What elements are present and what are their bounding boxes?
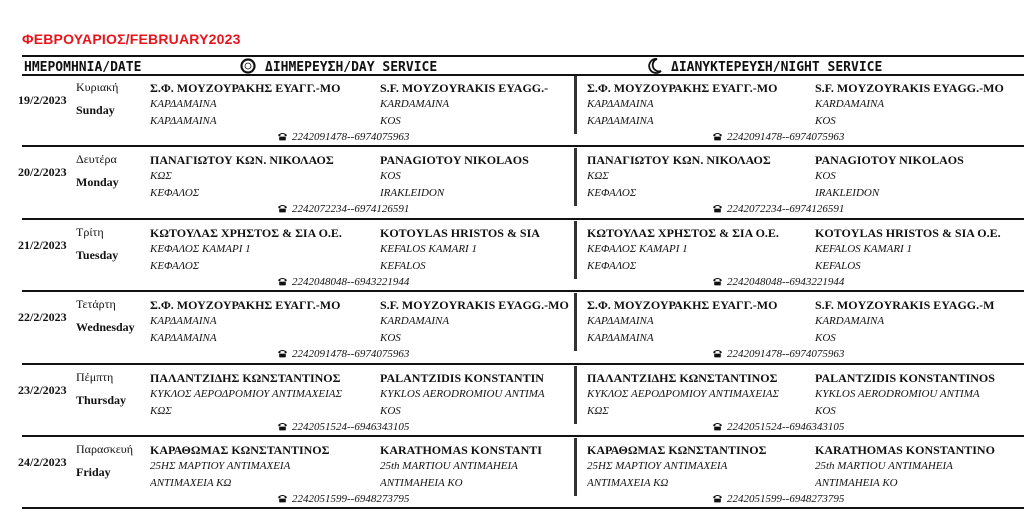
- day-phone-number: 2242051524--6946343105: [292, 420, 410, 433]
- night-address-english: KOS: [815, 170, 836, 183]
- row-date: 19/2/2023: [18, 93, 67, 107]
- day-phone-number: 2242072234--6974126591: [292, 203, 410, 216]
- day-address-english: 25th MARTIOU ANTIMAHEIA: [380, 460, 518, 472]
- day-pharmacy-name-greek: Σ.Φ. ΜΟΥΖΟΥΡΑΚΗΣ ΕΥΑΓΓ.-ΜΟ: [150, 81, 341, 95]
- row-date: 24/2/2023: [18, 455, 67, 469]
- night-phone: [712, 493, 844, 505]
- night-pharmacy-name-greek: ΚΩΤΟΥΛΑΣ ΧΡΗΣΤΟΣ & ΣΙΑ Ο.Ε.: [587, 225, 779, 240]
- phone-icon: [712, 131, 725, 143]
- night-city-english: IRAKLEIDON: [815, 187, 880, 200]
- row-day-greek: Τετάρτη: [76, 297, 116, 312]
- night-phone: [712, 421, 844, 433]
- row-day-english: Friday: [76, 465, 111, 479]
- day-city-english: KOS: [380, 332, 401, 345]
- night-city-greek: ΑΝΤΙΜΑΧΕΙΑ ΚΩ: [587, 477, 669, 489]
- day-address-greek: 25ΗΣ ΜΑΡΤΙΟΥ ΑΝΤΙΜΑΧΕΙΑ: [150, 460, 291, 472]
- day-phone: [277, 348, 409, 360]
- night-pharmacy-name-english: KOTOYLAS HRISTOS & SIA O.E.: [815, 225, 1001, 240]
- night-pharmacy-name-greek: Σ.Φ. ΜΟΥΖΟΥΡΑΚΗΣ ΕΥΑΓΓ.-ΜΟ: [587, 298, 778, 313]
- row-day-english: Thursday: [76, 392, 127, 407]
- phone-icon: [277, 203, 290, 215]
- day-pharmacy-name-english: KARATHOMAS KONSTANTI: [380, 443, 542, 457]
- night-city-english: KOS: [815, 404, 836, 417]
- day-pharmacy-name-english: PANAGIOTOY NIKOLAOS: [380, 153, 529, 168]
- night-city-greek: ΚΑΡΔΑΜΑΙΝΑ: [587, 332, 654, 345]
- row-day-greek: Κυριακή: [76, 80, 119, 94]
- service-divider: [574, 148, 577, 206]
- day-city-greek: ΑΝΤΙΜΑΧΕΙΑ ΚΩ: [150, 477, 232, 489]
- service-divider: [574, 293, 577, 351]
- night-address-greek: ΚΕΦΑΛΟΣ ΚΑΜΑΡΙ 1: [587, 242, 688, 255]
- night-city-greek: ΚΩΣ: [587, 404, 609, 417]
- row-separator: [22, 435, 1024, 437]
- night-phone-number: 2242051524--6946343105: [727, 420, 845, 433]
- night-pharmacy-name-greek: ΠΑΝΑΓΙΩΤΟΥ ΚΩΝ. ΝΙΚΟΛΑΟΣ: [587, 153, 771, 168]
- day-address-greek: ΚΩΣ: [150, 170, 172, 183]
- row-date: 22/2/2023: [18, 310, 67, 325]
- day-city-greek: ΚΩΣ: [150, 404, 172, 417]
- day-city-greek: ΚΑΡΔΑΜΑΙΝΑ: [150, 332, 217, 345]
- phone-icon: [277, 348, 290, 360]
- day-pharmacy-name-greek: Σ.Φ. ΜΟΥΖΟΥΡΑΚΗΣ ΕΥΑΓΓ.-ΜΟ: [150, 298, 341, 313]
- night-address-english: KARDAMAINA: [815, 98, 885, 110]
- day-phone: [277, 421, 409, 433]
- row-separator: [22, 218, 1024, 220]
- day-pharmacy-name-english: PALANTZIDIS KONSTANTIN: [380, 370, 544, 385]
- night-city-english: KEFALOS: [815, 259, 861, 272]
- night-city-greek: ΚΑΡΔΑΜΑΙΝΑ: [587, 115, 654, 127]
- day-service-header: ΔΙΗΜΕΡΕΥΣΗ/DAY SERVICE: [265, 60, 438, 75]
- phone-icon: [712, 348, 725, 360]
- day-pharmacy-name-greek: ΚΩΤΟΥΛΑΣ ΧΡΗΣΤΟΣ & ΣΙΑ Ο.Ε.: [150, 225, 342, 240]
- phone-icon: [712, 421, 725, 433]
- day-pharmacy-name-english: S.F. MOYZOYRAKIS EYAGG.-: [380, 81, 549, 95]
- row-day-english: Sunday: [76, 103, 115, 117]
- row-separator: [22, 363, 1024, 365]
- day-address-english: KYKLOS AERODROMIOU ANTIMA: [380, 387, 545, 400]
- night-city-english: ANTIMAHEIA KO: [815, 477, 898, 489]
- row-day-greek: Πέμπτη: [76, 369, 114, 384]
- night-phone: [712, 276, 844, 288]
- night-pharmacy-name-greek: ΠΑΛΑΝΤΖΙΔΗΣ ΚΩΝΣΤΑΝΤΙΝΟΣ: [587, 370, 778, 385]
- day-address-greek: ΚΥΚΛΟΣ ΑΕΡΟΔΡΟΜΙΟΥ ΑΝΤΙΜΑΧΕΙΑΣ: [150, 387, 342, 400]
- service-divider: [574, 438, 577, 496]
- row-date: 23/2/2023: [18, 382, 67, 397]
- night-phone-number: 2242051599--6948273795: [727, 493, 845, 505]
- night-address-greek: ΚΥΚΛΟΣ ΑΕΡΟΔΡΟΜΙΟΥ ΑΝΤΙΜΑΧΕΙΑΣ: [587, 387, 779, 400]
- service-divider: [574, 221, 577, 279]
- phone-icon: [277, 421, 290, 433]
- day-phone-number: 2242051599--6948273795: [292, 493, 410, 505]
- phone-icon: [712, 276, 725, 288]
- night-address-greek: 25ΗΣ ΜΑΡΤΙΟΥ ΑΝΤΙΜΑΧΕΙΑ: [587, 460, 728, 472]
- day-phone: [277, 131, 409, 143]
- day-pharmacy-name-greek: ΚΑΡΑΘΩΜΑΣ ΚΩΝΣΤΑΝΤΙΝΟΣ: [150, 443, 330, 457]
- night-phone-number: 2242072234--6974126591: [727, 203, 845, 216]
- night-city-greek: ΚΕΦΑΛΟΣ: [587, 259, 637, 272]
- day-address-greek: ΚΑΡΔΑΜΑΙΝΑ: [150, 98, 217, 110]
- day-pharmacy-name-english: S.F. MOYZOYRAKIS EYAGG.-MO: [380, 298, 569, 313]
- night-address-english: KEFALOS KAMARI 1: [815, 242, 912, 255]
- night-phone-number: 2242091478--6974075963: [727, 348, 845, 361]
- day-phone: [277, 493, 409, 505]
- page-title: ΦΕΒΡΟΥΑΡΙΟΣ/FEBRUARY2023: [22, 31, 241, 47]
- day-city-english: ANTIMAHEIA KO: [380, 477, 463, 489]
- row-date: 20/2/2023: [18, 165, 67, 180]
- row-day-english: Monday: [76, 175, 119, 190]
- night-address-english: KARDAMAINA: [815, 315, 885, 328]
- phone-icon: [277, 493, 290, 505]
- night-phone: [712, 203, 844, 215]
- day-pharmacy-name-english: KOTOYLAS HRISTOS & SIA: [380, 225, 540, 240]
- day-phone: [277, 276, 409, 288]
- night-city-english: KOS: [815, 332, 836, 345]
- phone-icon: [277, 131, 290, 143]
- night-phone-number: 2242048048--6943221944: [727, 275, 845, 288]
- day-pharmacy-name-greek: ΠΑΛΑΝΤΖΙΔΗΣ ΚΩΝΣΤΑΝΤΙΝΟΣ: [150, 370, 341, 385]
- day-address-english: KARDAMAINA: [380, 315, 450, 328]
- service-divider: [574, 76, 577, 134]
- service-divider: [574, 366, 577, 424]
- day-address-english: KOS: [380, 170, 401, 183]
- day-city-english: KOS: [380, 115, 401, 127]
- day-phone-number: 2242091478--6974075963: [292, 348, 410, 361]
- night-phone-number: 2242091478--6974075963: [727, 131, 845, 143]
- night-phone: [712, 131, 844, 143]
- phone-icon: [712, 203, 725, 215]
- day-phone-number: 2242048048--6943221944: [292, 275, 410, 288]
- row-day-greek: Παρασκευή: [76, 442, 133, 456]
- day-address-greek: ΚΕΦΑΛΟΣ ΚΑΜΑΡΙ 1: [150, 242, 251, 255]
- night-city-english: KOS: [815, 115, 836, 127]
- day-city-greek: ΚΕΦΑΛΟΣ: [150, 187, 200, 200]
- day-city-greek: ΚΑΡΔΑΜΑΙΝΑ: [150, 115, 217, 127]
- row-day-greek: Τρίτη: [76, 224, 104, 239]
- night-address-english: KYKLOS AERODROMIOU ANTIMA: [815, 387, 980, 400]
- night-city-greek: ΚΕΦΑΛΟΣ: [587, 187, 637, 200]
- day-city-english: KEFALOS: [380, 259, 426, 272]
- night-address-greek: ΚΑΡΔΑΜΑΙΝΑ: [587, 315, 654, 328]
- row-separator: [22, 507, 1024, 509]
- row-day-english: Wednesday: [76, 320, 135, 335]
- sun-icon: [239, 57, 257, 75]
- row-date: 21/2/2023: [18, 237, 67, 252]
- moon-icon: [646, 57, 664, 75]
- day-phone: [277, 203, 409, 215]
- phone-icon: [277, 276, 290, 288]
- day-city-english: KOS: [380, 404, 401, 417]
- night-pharmacy-name-english: S.F. MOYZOYRAKIS EYAGG.-M: [815, 298, 995, 313]
- row-day-english: Tuesday: [76, 247, 119, 262]
- row-day-greek: Δευτέρα: [76, 152, 117, 167]
- night-address-greek: ΚΑΡΔΑΜΑΙΝΑ: [587, 98, 654, 110]
- day-address-english: KEFALOS KAMARI 1: [380, 242, 477, 255]
- day-phone-number: 2242091478--6974075963: [292, 131, 410, 143]
- night-pharmacy-name-english: KARATHOMAS KONSTANTINO: [815, 443, 995, 457]
- night-pharmacy-name-english: S.F. MOYZOYRAKIS EYAGG.-MO: [815, 81, 1004, 95]
- phone-icon: [712, 493, 725, 505]
- day-city-greek: ΚΕΦΑΛΟΣ: [150, 259, 200, 272]
- night-address-english: 25th MARTIOU ANTIMAHEIA: [815, 460, 953, 472]
- header-top-rule: [22, 55, 1024, 57]
- night-pharmacy-name-greek: ΚΑΡΑΘΩΜΑΣ ΚΩΝΣΤΑΝΤΙΝΟΣ: [587, 443, 767, 457]
- day-city-english: IRAKLEIDON: [380, 187, 445, 200]
- night-address-greek: ΚΩΣ: [587, 170, 609, 183]
- day-address-greek: ΚΑΡΔΑΜΑΙΝΑ: [150, 315, 217, 328]
- night-pharmacy-name-english: PANAGIOTOY NIKOLAOS: [815, 153, 964, 168]
- night-service-header: ΔΙΑΝΥΚΤΕΡΕΥΣΗ/NIGHT SERVICE: [671, 60, 883, 75]
- night-pharmacy-name-english: PALANTZIDIS KONSTANTINOS: [815, 370, 995, 385]
- row-separator: [22, 290, 1024, 292]
- night-pharmacy-name-greek: Σ.Φ. ΜΟΥΖΟΥΡΑΚΗΣ ΕΥΑΓΓ.-ΜΟ: [587, 81, 778, 95]
- day-address-english: KARDAMAINA: [380, 98, 450, 110]
- row-separator: [22, 145, 1024, 147]
- day-pharmacy-name-greek: ΠΑΝΑΓΙΩΤΟΥ ΚΩΝ. ΝΙΚΟΛΑΟΣ: [150, 153, 334, 168]
- night-phone: [712, 348, 844, 360]
- date-column-header: ΗΜΕΡΟΜΗΝΙΑ/DATE: [24, 60, 142, 75]
